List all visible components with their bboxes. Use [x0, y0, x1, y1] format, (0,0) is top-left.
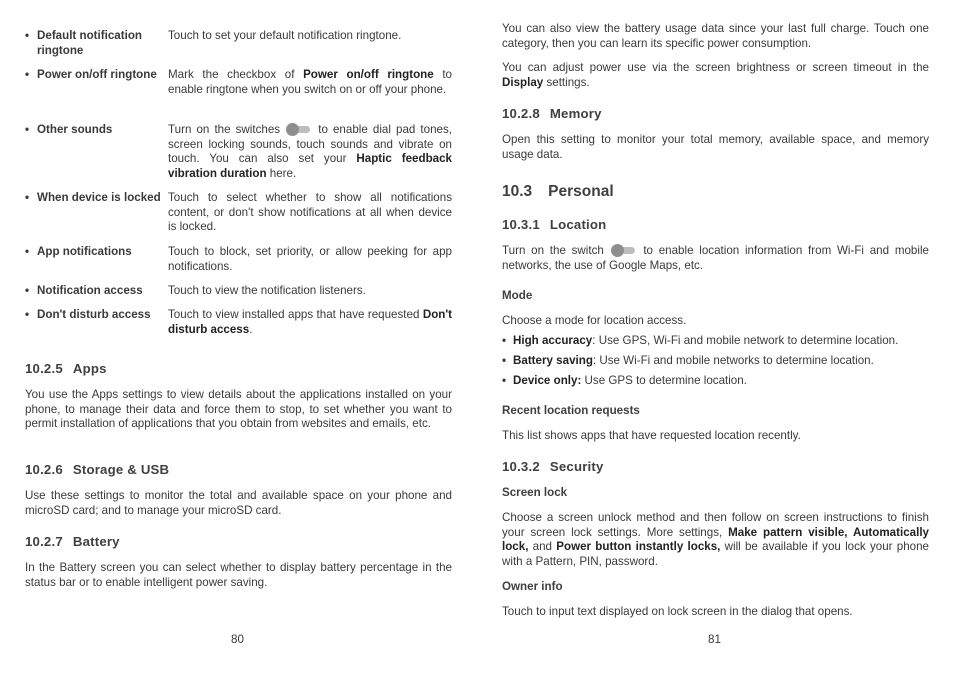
- setting-term: Other sounds: [37, 123, 113, 136]
- setting-description: Mark the checkbox of Power on/off ringtone to enable ringtone when you switch on or off your phone.: [168, 68, 453, 96]
- setting-term: Don't disturb access: [37, 308, 151, 321]
- recent-location-paragraph: This list shows apps that have requested location recently.: [502, 429, 801, 442]
- battery-adjust-paragraph: You can adjust power use via the screen brightness or screen timeout in the Display settings.: [502, 61, 929, 89]
- screen-lock-paragraph: Choose a screen unlock method and then follow on screen instructions to finish your screen lock settings. More settings, Make pattern visible, Automatically lock, and Power button instantly locks, will be available if you lock your phone with a Pattern, PIN, password.: [502, 511, 930, 568]
- setting-row-app-notifications: • App notifications Touch to block, set priority, or allow peeking for app notifications.: [25, 245, 452, 273]
- heading-personal: 10.3 Personal: [502, 183, 614, 200]
- battery-paragraph: In the Battery screen you can select whether to display battery percentage in the status bar or to enable intelligent power saving.: [25, 561, 452, 589]
- setting-row-power-ringtone: • Power on/off ringtone Mark the checkbox of Power on/off ringtone to enable ringtone when you switch on or off your phone.: [25, 68, 453, 96]
- setting-term: App notifications: [37, 245, 132, 258]
- heading-mode: Mode: [502, 289, 533, 302]
- heading-security: 10.3.2 Security: [502, 459, 604, 474]
- heading-screen-lock: Screen lock: [502, 486, 568, 499]
- setting-term: Default notification ringtone: [37, 29, 142, 57]
- list-item: • Device only: Use GPS to determine location.: [502, 374, 747, 387]
- heading-owner-info: Owner info: [502, 580, 563, 593]
- toggle-switch-icon: [611, 244, 637, 256]
- memory-paragraph: Open this setting to monitor your total memory, available space, and memory usage data.: [502, 133, 929, 161]
- list-item: • Battery saving: Use Wi-Fi and mobile networks to determine location.: [502, 354, 874, 367]
- heading-storage: 10.2.6 Storage & USB: [25, 462, 170, 477]
- setting-row-dont-disturb-access: • Don't disturb access Touch to view installed apps that have requested Don't disturb access.: [25, 308, 452, 336]
- heading-memory: 10.2.8 Memory: [502, 106, 602, 121]
- setting-row-default-ringtone: • Default notification ringtone Touch to set your default notification ringtone.: [25, 29, 452, 58]
- storage-paragraph: Use these settings to monitor the total and available space on your phone and microSD card; and to manage your microSD card.: [25, 489, 452, 517]
- heading-location: 10.3.1 Location: [502, 217, 607, 232]
- setting-row-notification-access: • Notification access Touch to view the notification listeners.: [25, 284, 452, 299]
- setting-description: Touch to view installed apps that have requested Don't disturb access.: [168, 308, 452, 336]
- setting-row-other-sounds: • Other sounds Turn on the switches to enable dial pad tones, screen locking sounds, touch sounds and vibrate on touch. You can also set your Haptic feedback vibration duration here.: [25, 123, 452, 180]
- heading-apps: 10.2.5 Apps: [25, 361, 107, 376]
- battery-usage-paragraph: You can also view the battery usage data since your last full charge. Touch one category, then you can learn its specific power consumption.: [502, 22, 929, 50]
- owner-info-paragraph: Touch to input text displayed on lock screen in the dialog that opens.: [502, 605, 853, 618]
- toggle-switch-icon: [286, 123, 312, 135]
- location-paragraph: Turn on the switch to enable location information from Wi-Fi and mobile networks, the use of Google Maps, etc.: [502, 244, 929, 272]
- apps-paragraph: You use the Apps settings to view details about the applications installed on your phone, to manage their data and force them to stop, to set whether you want to permit installation of applications that you obtain from websites and emails, etc.: [25, 388, 452, 431]
- list-item: • High accuracy: Use GPS, Wi-Fi and mobile network to determine location.: [502, 334, 899, 347]
- setting-description: Touch to select whether to show all notifications content, or don't show notifications at all when device is locked.: [168, 191, 452, 234]
- setting-description: Turn on the switches to enable dial pad tones, screen locking sounds, touch sounds and vibrate on touch. You can also set your Haptic feedback vibration duration here.: [168, 123, 452, 180]
- page-number: 81: [708, 633, 721, 646]
- setting-term: When device is locked: [37, 191, 161, 204]
- setting-description: Touch to view the notification listeners.: [168, 284, 366, 297]
- page-number: 80: [231, 633, 244, 646]
- setting-description: Touch to set your default notification ringtone.: [168, 29, 402, 42]
- setting-term: Notification access: [37, 284, 143, 297]
- setting-term: Power on/off ringtone: [37, 68, 157, 81]
- mode-intro: Choose a mode for location access.: [502, 314, 687, 327]
- setting-row-device-locked: • When device is locked Touch to select whether to show all notifications content, or don't show notifications at all when device is locked.: [25, 191, 452, 234]
- heading-recent-location: Recent location requests: [502, 404, 640, 417]
- setting-description: Touch to block, set priority, or allow peeking for app notifications.: [168, 245, 452, 273]
- heading-battery: 10.2.7 Battery: [25, 534, 120, 549]
